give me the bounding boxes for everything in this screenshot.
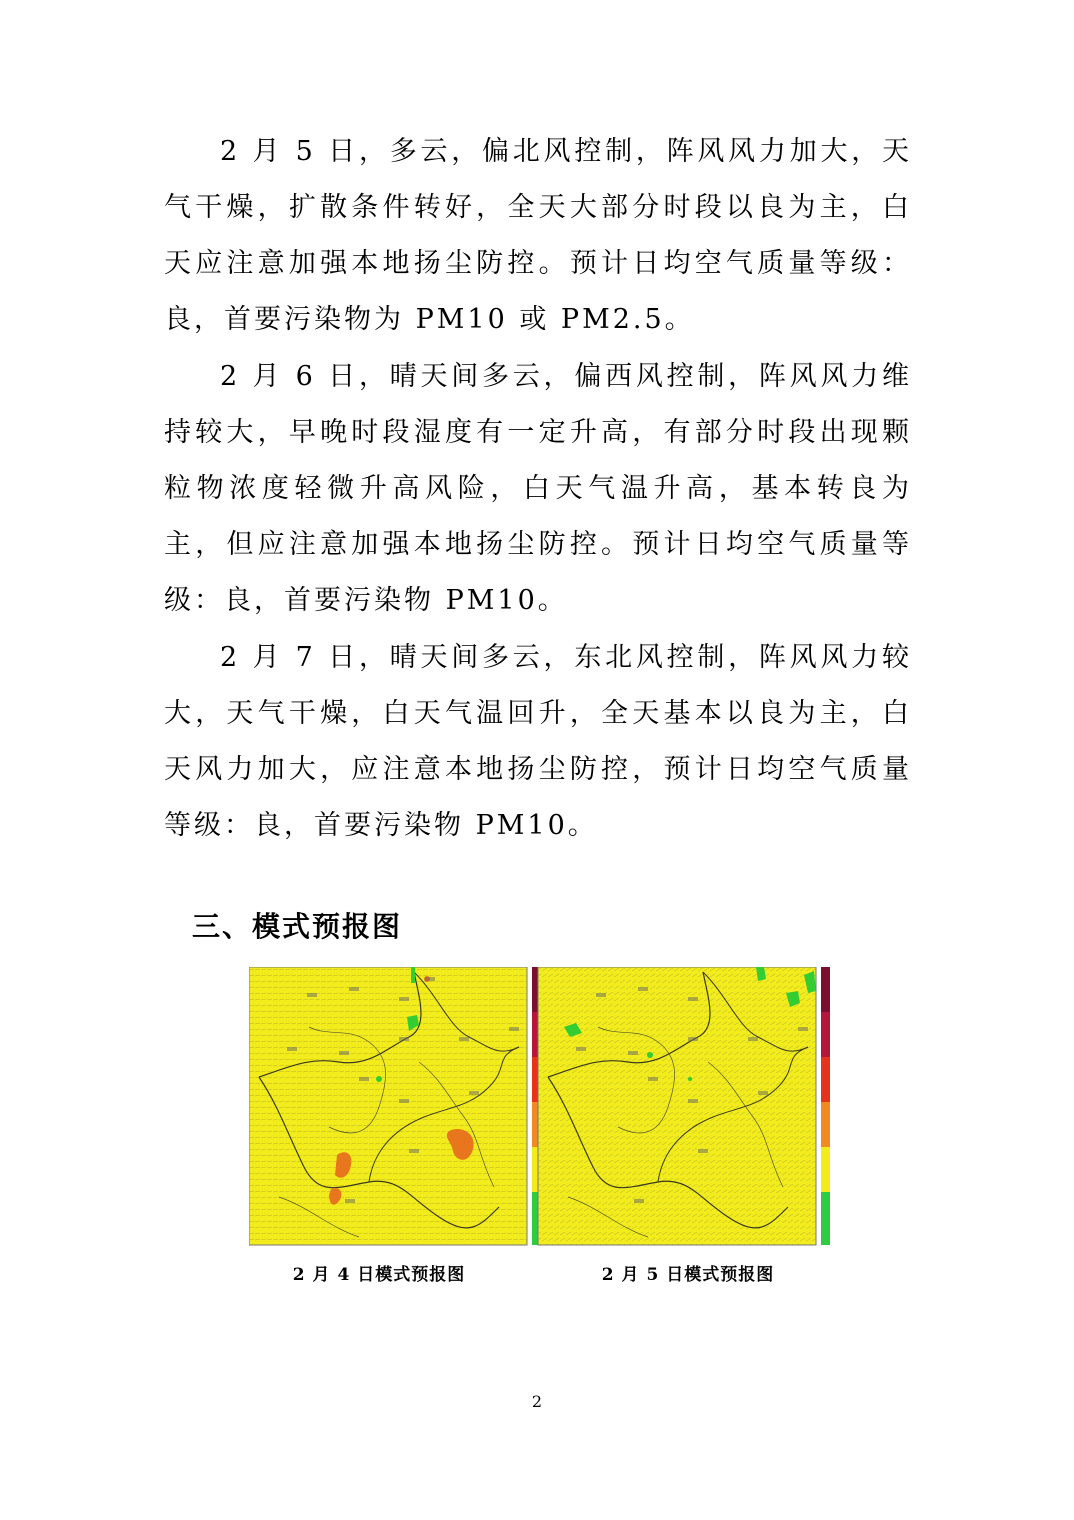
city-label-marker <box>748 1037 758 1041</box>
good-area-patch <box>411 967 415 983</box>
city-label-marker <box>758 1091 768 1095</box>
city-label-marker <box>698 1149 708 1153</box>
city-label-marker <box>399 1099 409 1103</box>
city-label-marker <box>596 993 606 997</box>
page-number: 2 <box>531 1392 543 1411</box>
city-label-marker <box>339 1051 349 1055</box>
city-label-marker <box>399 997 409 1001</box>
city-label-marker <box>307 993 317 997</box>
city-label-marker <box>459 1037 469 1041</box>
city-label-marker <box>688 997 698 1001</box>
city-label-marker <box>634 1199 644 1203</box>
city-label-marker <box>469 1091 479 1095</box>
city-label-marker <box>345 1199 355 1203</box>
good-area-patch <box>688 1077 692 1081</box>
legend-color-bar <box>821 967 830 1245</box>
city-label-marker <box>688 1099 698 1103</box>
figure-caption-feb5: 2 月 5 日模式预报图 <box>601 1265 775 1285</box>
forecast-map-feb5 <box>530 967 832 1247</box>
good-area-patch <box>647 1052 653 1058</box>
city-label-marker <box>287 1047 297 1051</box>
paragraph-feb7: 2 月 7 日，晴天间多云，东北风控制，阵风风力较大，天气干燥，白天气温回升，全天基本以良为主，白天风力加大，应注意本地扬尘防控，预计日均空气质量等级：良，首要污染物 PM10。 <box>164 642 912 841</box>
city-label-marker <box>688 1037 698 1041</box>
city-label-marker <box>409 1149 419 1153</box>
paragraph-feb6: 2 月 6 日，晴天间多云，偏西风控制，阵风风力维持较大，早晚时段湿度有一定升高，有部分时段出现颗粒物浓度轻微升高风险，白天气温升高，基本转良为主，但应注意加强本地扬尘防控。预计日均空气质量等级：良，首要污染物 PM10。 <box>164 361 912 616</box>
city-label-marker <box>576 1047 586 1051</box>
city-label-marker <box>349 987 359 991</box>
section-heading: 三、模式预报图 <box>192 910 403 943</box>
paragraph-feb5: 2 月 5 日，多云，偏北风控制，阵风风力加大，天气干燥，扩散条件转好，全天大部分时段以良为主，白天应注意加强本地扬尘防控。预计日均空气质量等级：良，首要污染物为 PM10 或 PM2.5。 <box>164 136 912 335</box>
city-label-marker <box>648 1077 658 1081</box>
city-label-marker <box>509 1027 519 1031</box>
good-area-patch <box>376 1076 382 1082</box>
city-label-marker <box>359 1077 369 1081</box>
city-label-marker <box>425 977 435 981</box>
city-label-marker <box>628 1051 638 1055</box>
forecast-map-feb4 <box>249 967 551 1247</box>
city-label-marker <box>638 987 648 991</box>
figure-caption-feb4: 2 月 4 日模式预报图 <box>292 1265 466 1285</box>
city-label-marker <box>399 1037 409 1041</box>
city-label-marker <box>798 1027 808 1031</box>
